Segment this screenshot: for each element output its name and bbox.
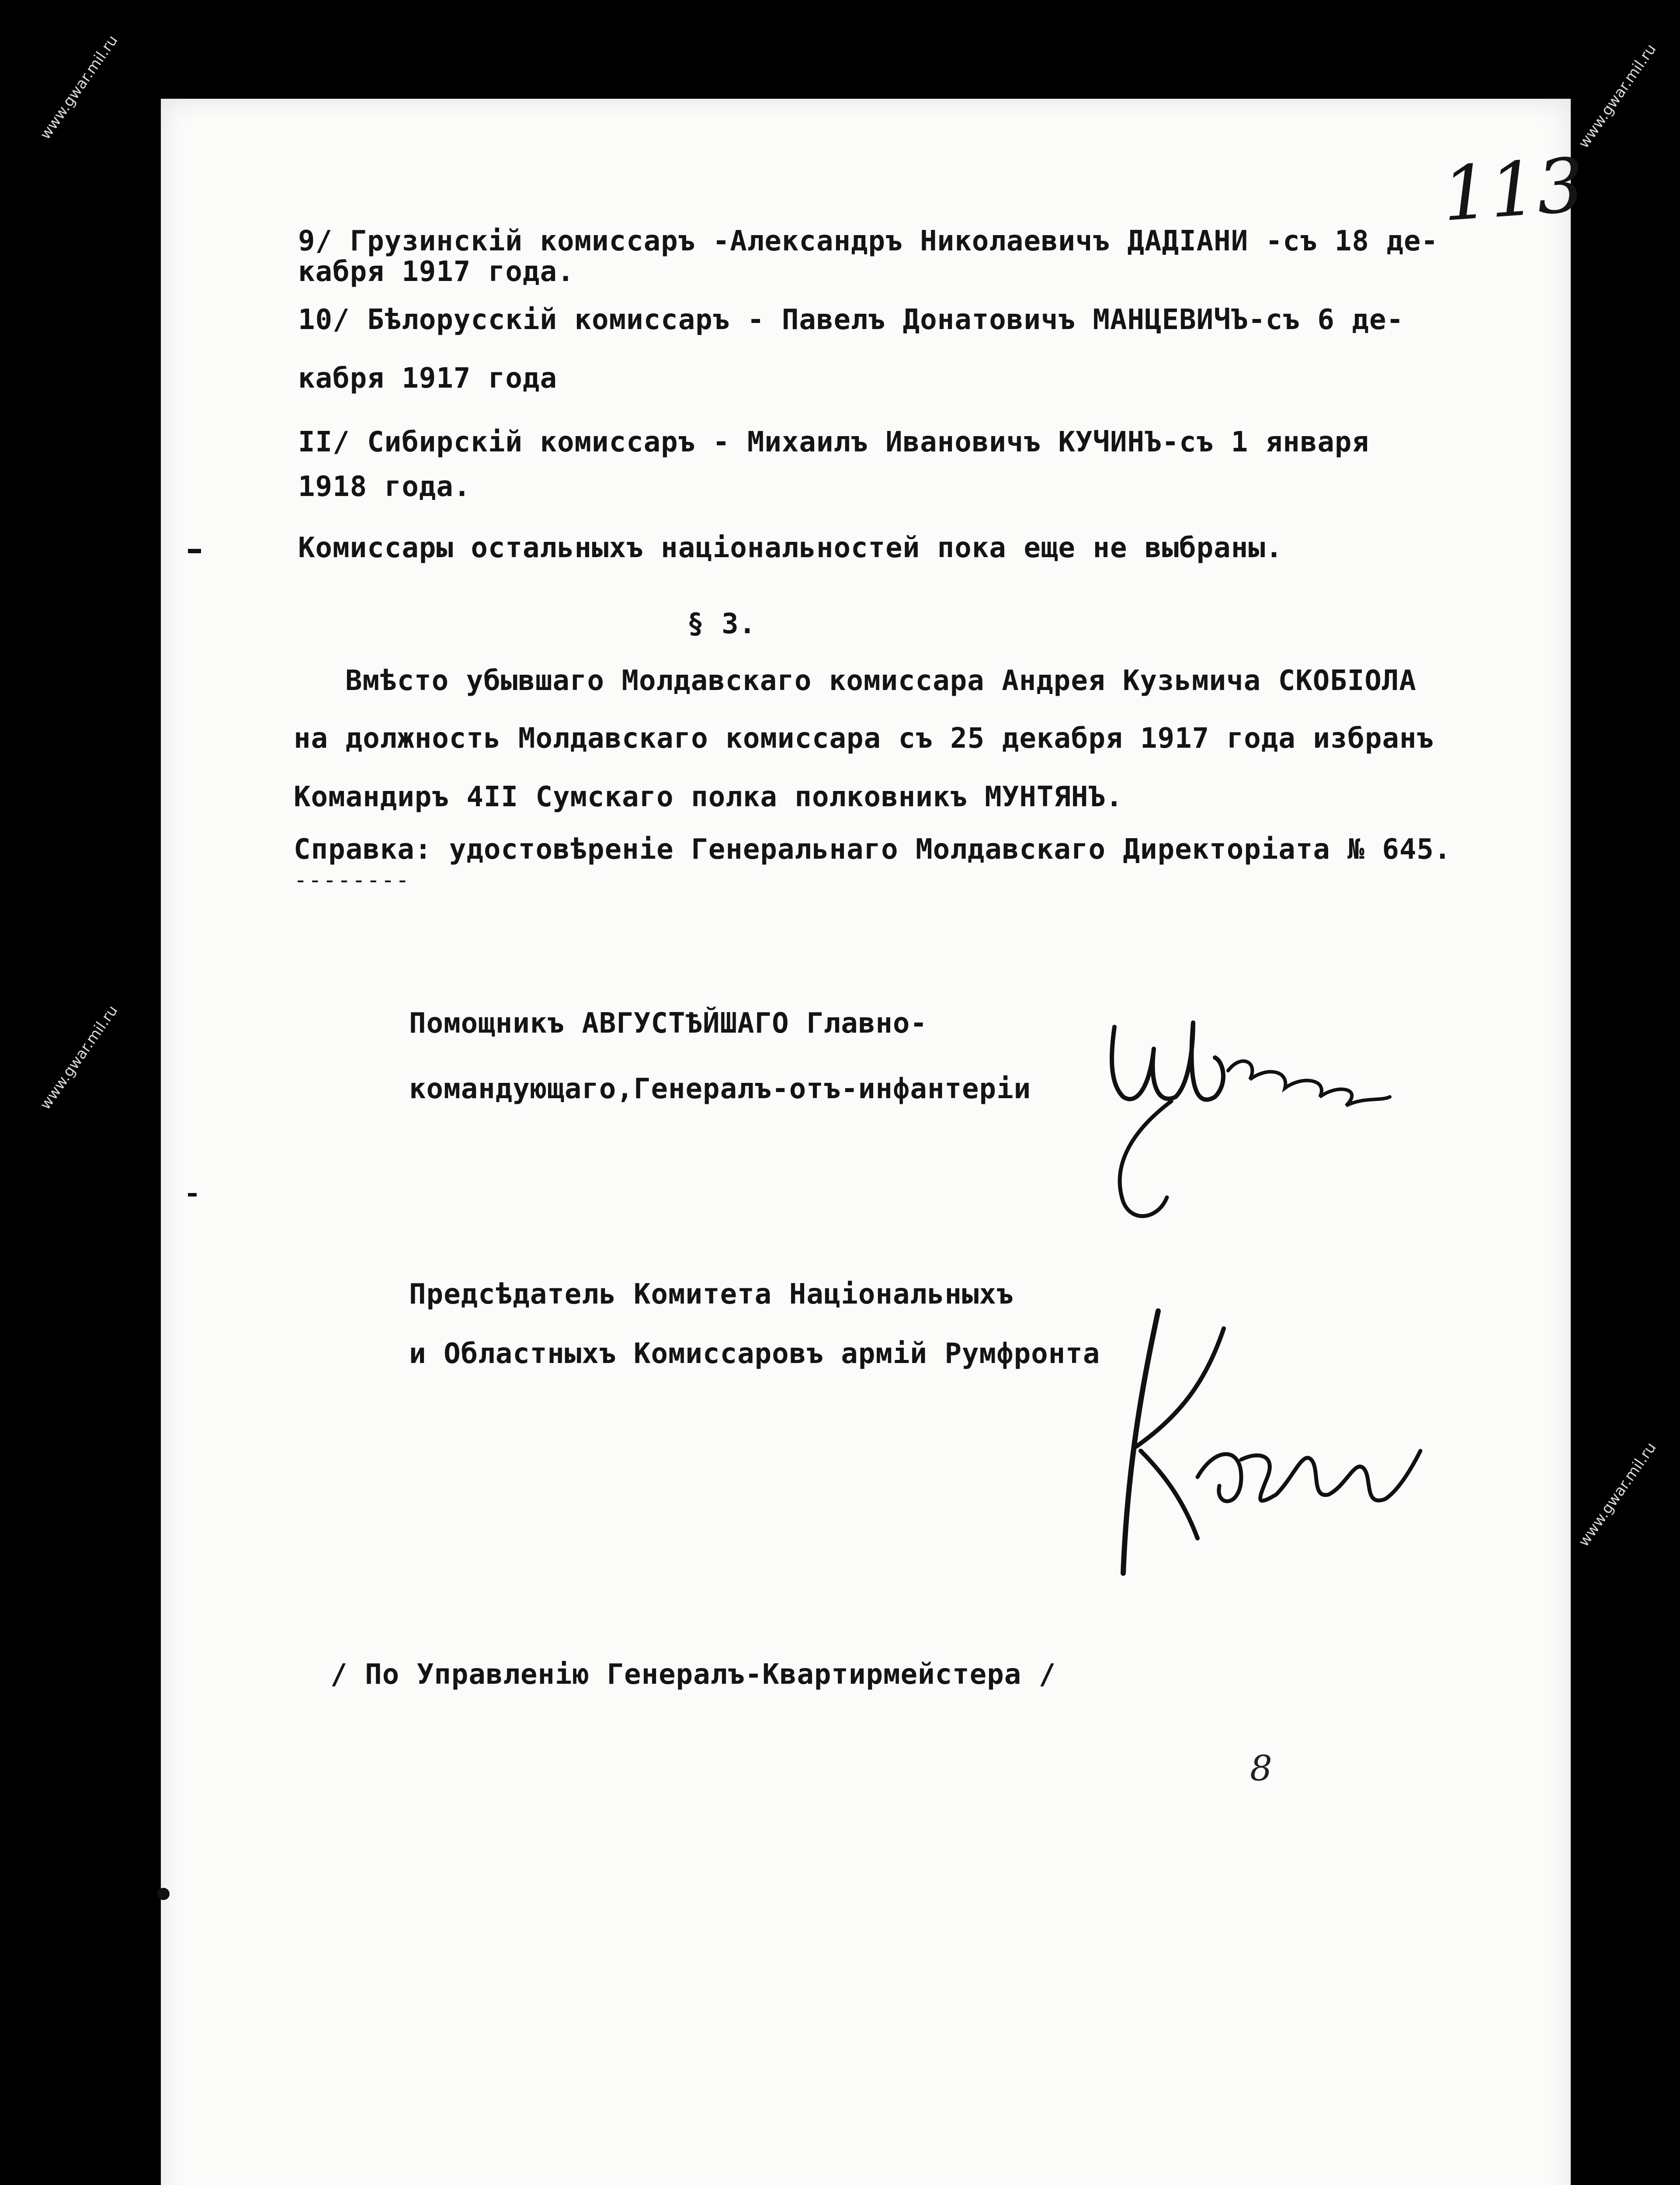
others-line: Комиссары остальныхъ національностей пока еще не выбраны. — [298, 532, 1283, 564]
folio-number: 113 — [1439, 142, 1587, 239]
watermark: www.gwar.mil.ru — [1575, 1439, 1660, 1550]
item-11-line-2: 1918 года. — [298, 471, 471, 503]
item-10-line-1: 10/ Бѣлорусскій комиссаръ - Павелъ Донатовичъ МАНЦЕВИЧЪ-съ 6 де- — [298, 304, 1404, 336]
margin-speck — [188, 1193, 197, 1197]
assistant-title-line-2: командующаго,Генералъ-отъ-инфантеріи — [409, 1073, 1031, 1105]
signature-chairman — [1084, 1302, 1425, 1591]
watermark: www.gwar.mil.ru — [1575, 41, 1660, 152]
watermark: www.gwar.mil.ru — [36, 32, 121, 143]
item-9-line-2: кабря 1917 года. — [298, 256, 575, 288]
section-line-1: Вмѣсто убывшаго Молдавскаго комиссара Андрея Кузьмича СКОБІОЛА — [345, 665, 1416, 697]
margin-mark: 8 — [1250, 1748, 1272, 1789]
item-11-line-1: II/ Сибирскій комиссаръ - Михаилъ Ивановичъ КУЧИНЪ-съ 1 января — [298, 426, 1369, 458]
section-heading: § 3. — [687, 608, 757, 640]
watermark: www.gwar.mil.ru — [36, 1002, 121, 1113]
assistant-title-line-1: Помощникъ АВГУСТѢЙШАГО Главно- — [409, 1007, 927, 1040]
reference-line: Справка: удостовѣреніе Генеральнаго Молдавскаго Директоріата № 645. — [294, 833, 1451, 866]
section-line-3: Командиръ 4II Сумскаго полка полковникъ МУНТЯНЪ. — [294, 781, 1123, 813]
footer-line: / По Управленію Генералъ-Квартирмейстера / — [330, 1658, 1056, 1691]
section-line-2: на должность Молдавскаго комиссара съ 25 декабря 1917 года избранъ — [294, 722, 1434, 755]
margin-speck — [188, 549, 201, 553]
chairman-title-line-2: и Областныхъ Комиссаровъ армій Румфронта — [409, 1338, 1100, 1370]
chairman-title-line-1: Предсѣдатель Комитета Національныхъ — [409, 1278, 1014, 1311]
item-9-line-1: 9/ Грузинскій комиссаръ -Александръ Николаевичъ ДАДІАНИ -съ 18 де- — [298, 225, 1439, 257]
signature-shcherbachev — [1084, 996, 1399, 1241]
item-10-line-2: кабря 1917 года — [298, 362, 557, 395]
margin-speck — [157, 1888, 170, 1900]
reference-underline: -------- — [294, 867, 410, 893]
